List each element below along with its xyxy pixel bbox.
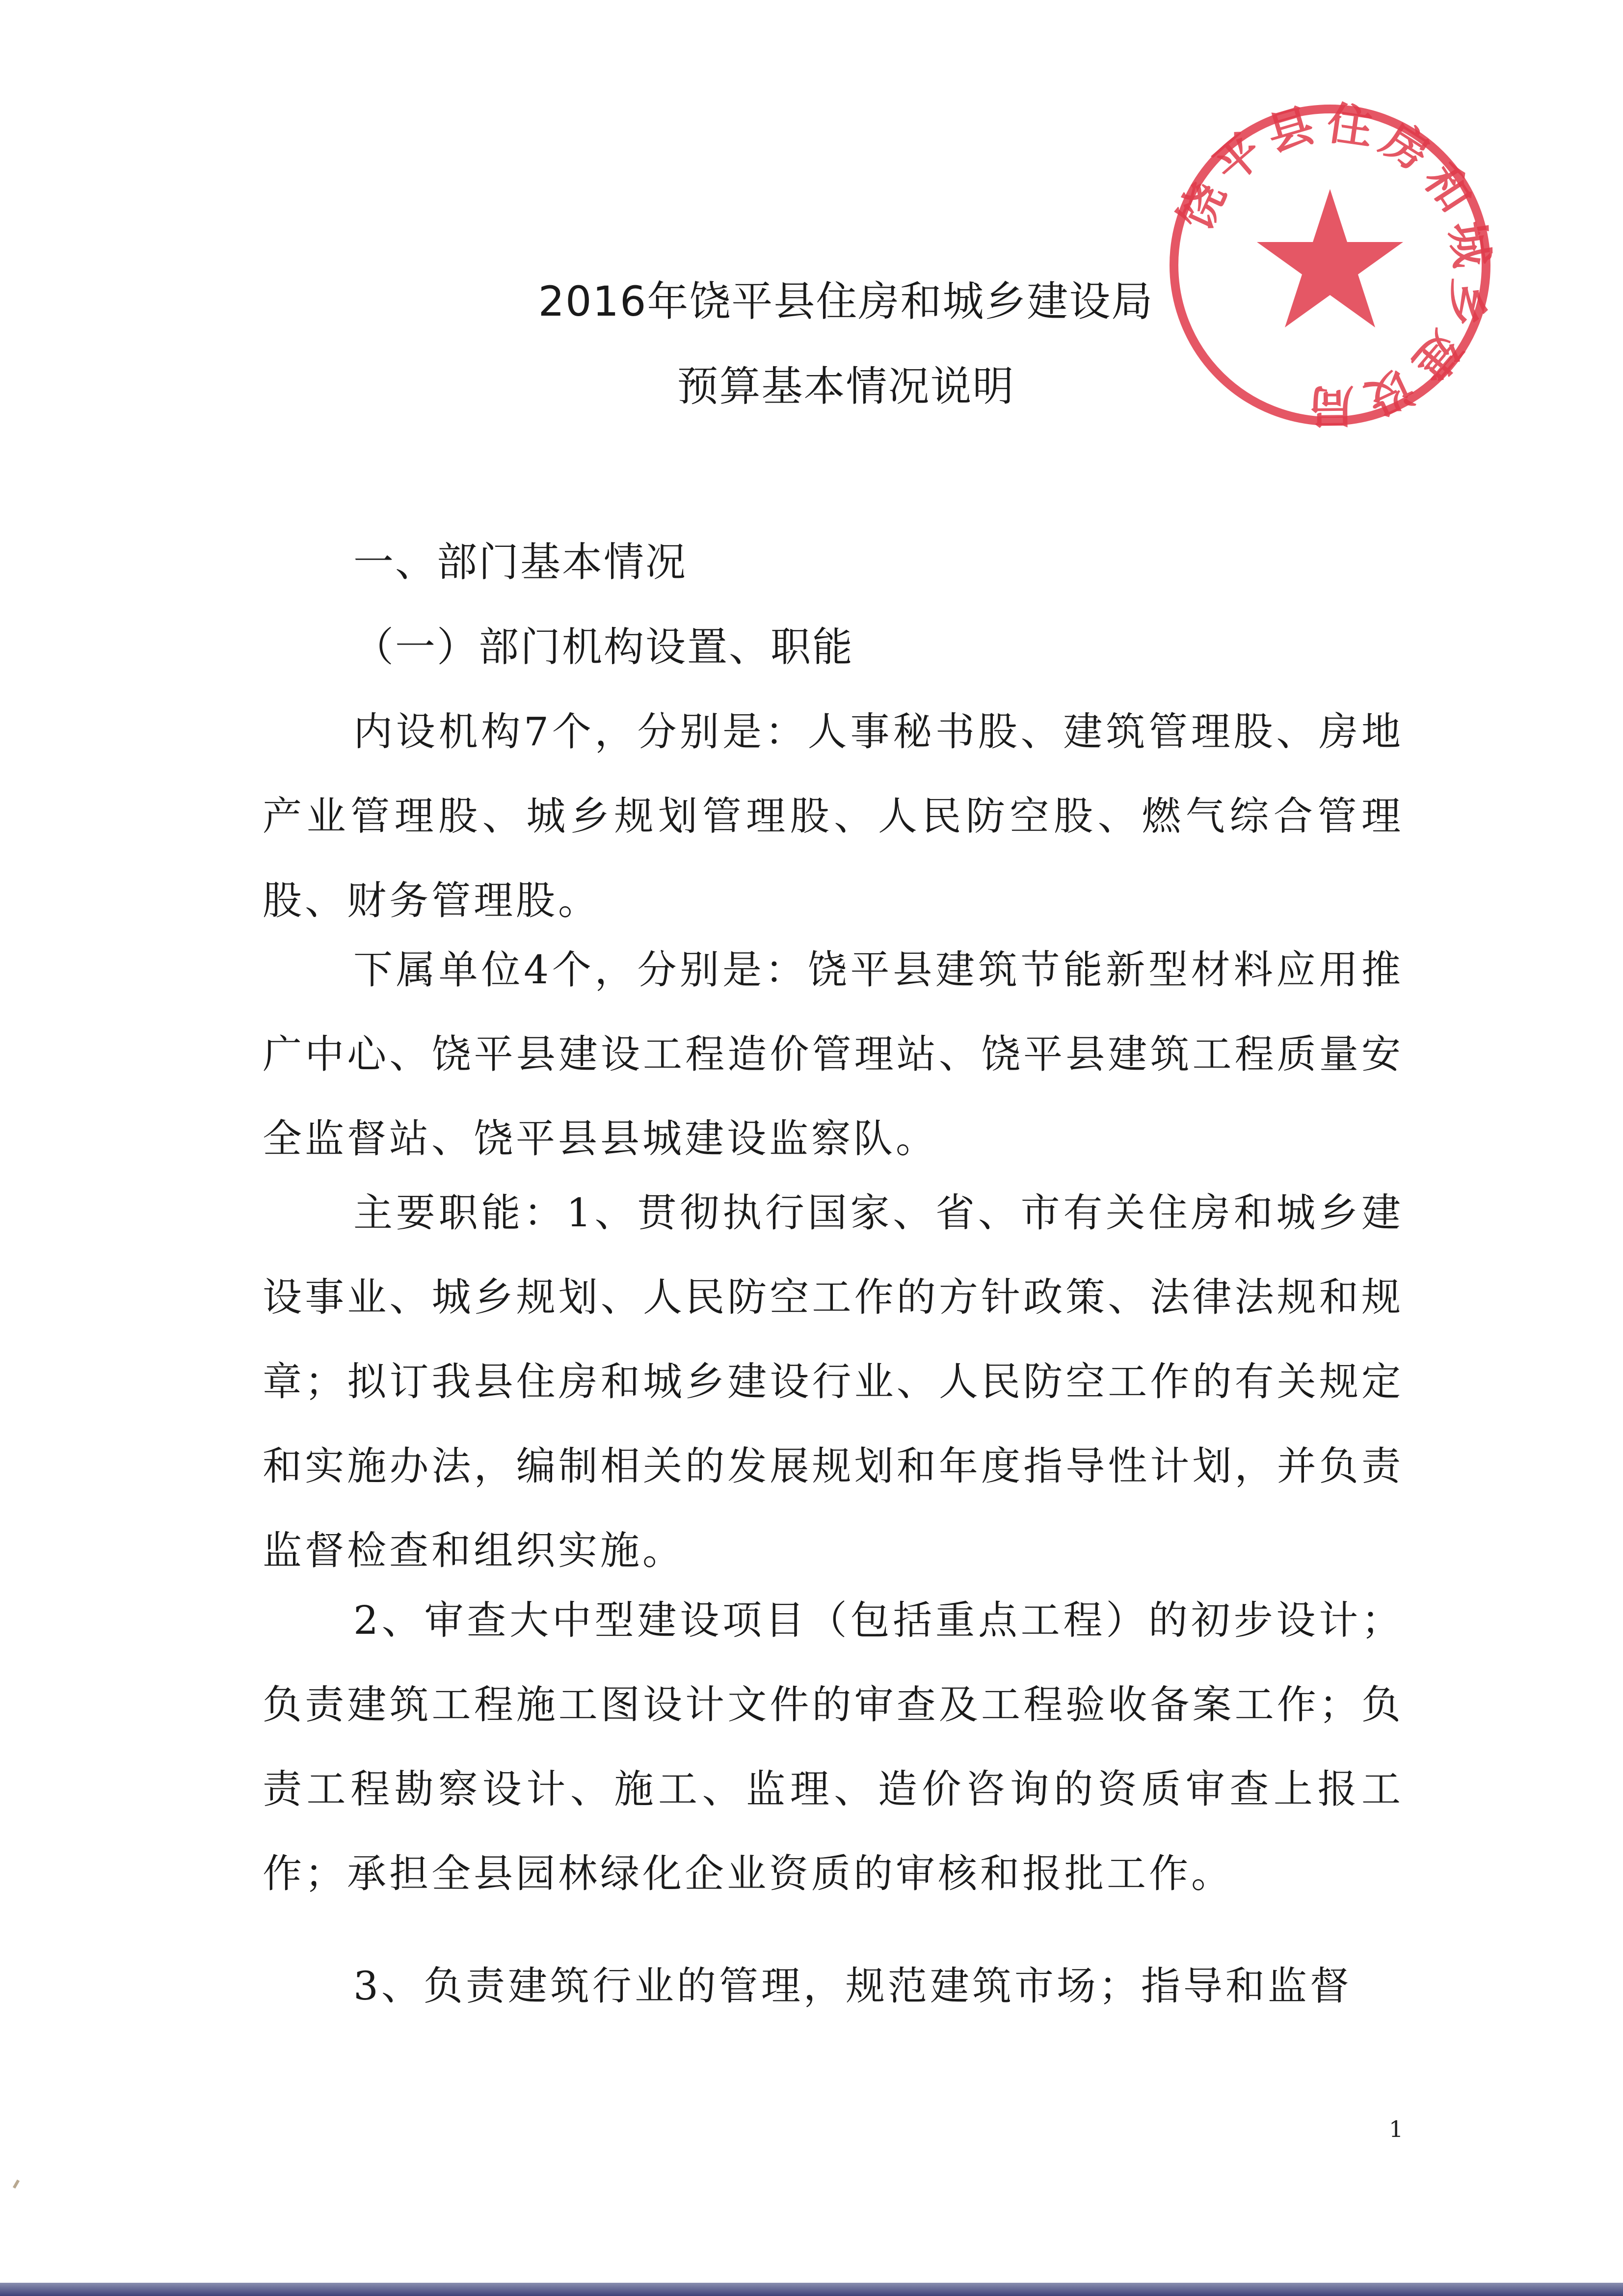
subsection-heading: （一）部门机构设置、职能 (353, 624, 854, 671)
paragraph-subordinate-units: 下属单位4个，分别是：饶平县建筑节能新型材料应用推广中心、饶平县建设工程造价管理站、饶平县建筑工程质量安全监督站、饶平县县城建设监察队。 (263, 947, 1404, 1162)
paragraph-function-3: 3、负责建筑行业的管理，规范建筑市场；指导和监督 (353, 1963, 1352, 2009)
paragraph-function-2: 2、审查大中型建设项目（包括重点工程）的初步设计；负责建筑工程施工图设计文件的审查及工程验收备案工作；负责工程勘察设计、施工、监理、造价咨询的资质审查上报工作；承担全县园林绿化企业资质的审核和报批工作。 (263, 1597, 1404, 1896)
page-number: 1 (1389, 2116, 1404, 2142)
paragraph-internal-departments: 内设机构7个，分别是：人事秘书股、建筑管理股、房地产业管理股、城乡规划管理股、人民防空股、燃气综合管理股、财务管理股。 (263, 709, 1404, 923)
scan-mark (13, 2180, 20, 2189)
seal-text: 饶平县住房和城乡建设局 (1169, 96, 1499, 432)
paragraph-main-functions: 主要职能：1、贯彻执行国家、省、市有关住房和城乡建设事业、城乡规划、人民防空工作的方针政策、法律法规和规章；拟订我县住房和城乡建设行业、人民防空工作的有关规定和实施办法，编制相关的发展规划和年度指导性计划，并负责监督检查和组织实施。 (263, 1190, 1404, 1573)
document-title: 2016年饶平县住房和城乡建设局 (538, 277, 1154, 325)
scan-edge-bar (0, 2283, 1623, 2296)
section-heading: 一、部门基本情况 (353, 539, 688, 586)
document-subtitle: 预算基本情况说明 (677, 362, 1015, 410)
